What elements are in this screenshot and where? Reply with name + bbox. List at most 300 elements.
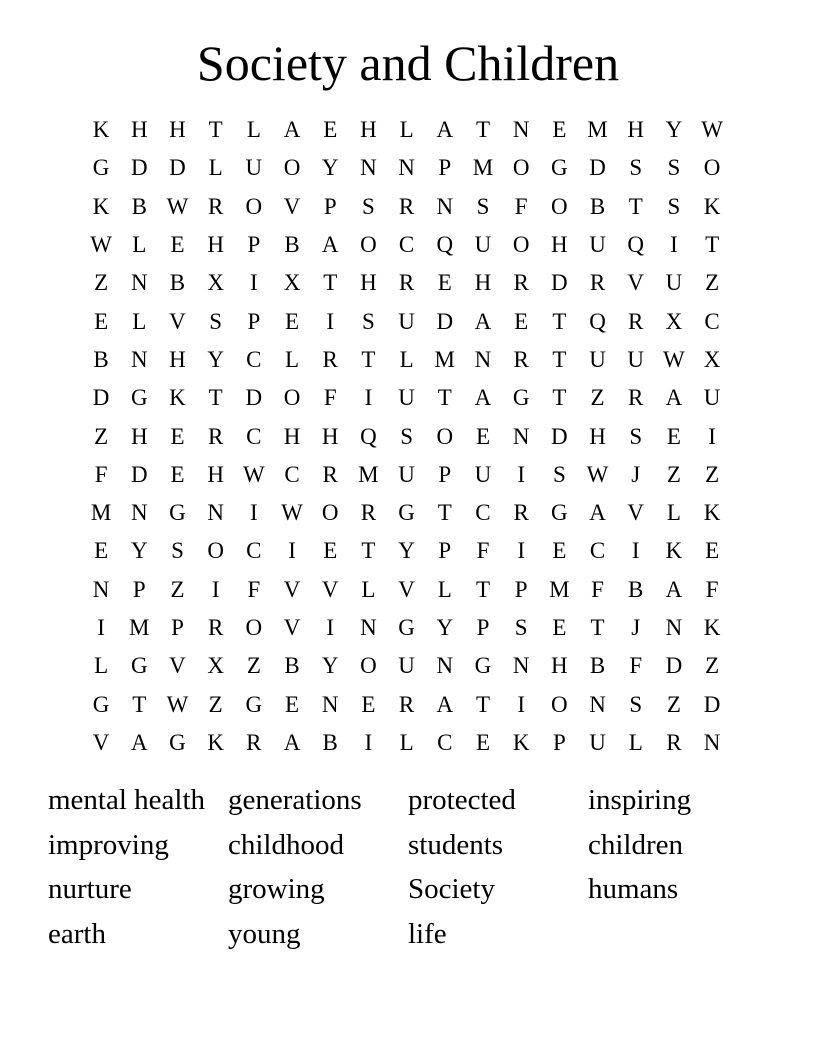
grid-letter: H bbox=[360, 270, 377, 296]
grid-letter: R bbox=[322, 461, 338, 487]
grid-row bbox=[82, 302, 732, 340]
grid-letter: C bbox=[246, 538, 262, 564]
grid-letter: A bbox=[589, 500, 606, 526]
grid-letter: G bbox=[169, 729, 186, 755]
grid-letter: R bbox=[628, 385, 644, 411]
grid-letter: I bbox=[97, 615, 105, 640]
grid-letter: M bbox=[90, 500, 112, 526]
grid-letter: E bbox=[437, 270, 452, 296]
grid-letter: S bbox=[476, 193, 490, 219]
grid-row bbox=[82, 226, 732, 264]
grid-letter: L bbox=[399, 117, 414, 143]
grid-row bbox=[82, 532, 732, 570]
grid-letter: N bbox=[321, 691, 339, 717]
letter-grid bbox=[82, 111, 732, 762]
grid-letter: K bbox=[92, 193, 110, 219]
word-list-item: growing bbox=[228, 873, 325, 906]
grid-row bbox=[82, 264, 732, 302]
grid-letter: H bbox=[130, 117, 148, 143]
grid-letter: H bbox=[207, 461, 224, 487]
grid-letter: H bbox=[321, 423, 339, 449]
grid-letter: Q bbox=[436, 232, 454, 258]
grid-letter: L bbox=[246, 117, 261, 143]
grid-letter: U bbox=[398, 308, 415, 334]
grid-letter: B bbox=[284, 232, 300, 258]
grid-row bbox=[82, 149, 732, 187]
grid-letter: G bbox=[551, 155, 568, 181]
grid-letter: B bbox=[284, 653, 300, 679]
grid-letter: H bbox=[360, 117, 377, 143]
grid-row bbox=[82, 685, 732, 723]
grid-letter: E bbox=[323, 538, 338, 564]
grid-letter: E bbox=[552, 615, 567, 640]
grid-letter: Z bbox=[666, 461, 681, 487]
grid-letter: T bbox=[628, 193, 643, 219]
grid-letter: B bbox=[131, 193, 147, 219]
grid-letter: D bbox=[703, 691, 721, 717]
grid-letter: N bbox=[436, 193, 454, 219]
grid-letter: F bbox=[476, 538, 490, 564]
grid-letter: L bbox=[285, 346, 300, 372]
grid-letter: G bbox=[169, 500, 186, 526]
grid-letter: J bbox=[631, 615, 641, 640]
grid-letter: U bbox=[398, 461, 415, 487]
grid-letter: S bbox=[209, 308, 223, 334]
grid-letter: O bbox=[551, 193, 568, 219]
grid-letter: T bbox=[208, 385, 223, 411]
grid-letter: E bbox=[170, 461, 185, 487]
grid-letter: Z bbox=[94, 270, 109, 296]
grid-letter: V bbox=[283, 615, 301, 640]
grid-letter: C bbox=[704, 308, 720, 334]
grid-letter: I bbox=[708, 423, 716, 449]
grid-letter: A bbox=[321, 232, 339, 258]
grid-letter: U bbox=[474, 461, 492, 487]
grid-letter: G bbox=[130, 653, 148, 679]
grid-letter: R bbox=[398, 691, 415, 717]
grid-letter: O bbox=[207, 538, 224, 564]
grid-letter: V bbox=[283, 576, 301, 602]
grid-letter: V bbox=[627, 270, 645, 296]
grid-letter: O bbox=[360, 232, 377, 258]
grid-letter: K bbox=[207, 729, 224, 755]
grid-letter: E bbox=[666, 423, 681, 449]
grid-letter: R bbox=[207, 193, 224, 219]
grid-letter: X bbox=[207, 653, 224, 679]
grid-letter: H bbox=[283, 423, 301, 449]
grid-letter: Y bbox=[321, 653, 339, 679]
grid-row bbox=[82, 417, 732, 455]
grid-letter: I bbox=[326, 615, 335, 640]
grid-letter: W bbox=[90, 232, 112, 258]
grid-letter: T bbox=[437, 500, 452, 526]
grid-letter: E bbox=[475, 423, 490, 449]
word-list-item: childhood bbox=[228, 828, 344, 861]
grid-letter: D bbox=[130, 461, 148, 487]
grid-letter: N bbox=[512, 117, 530, 143]
grid-letter: A bbox=[665, 385, 683, 411]
grid-letter: G bbox=[474, 653, 492, 679]
grid-letter: L bbox=[132, 232, 147, 258]
grid-letter: P bbox=[438, 461, 452, 487]
grid-letter: M bbox=[472, 155, 494, 181]
grid-letter: V bbox=[92, 729, 110, 755]
grid-letter: R bbox=[628, 308, 644, 334]
grid-letter: L bbox=[437, 576, 452, 602]
grid-letter: W bbox=[663, 346, 685, 372]
grid-letter: C bbox=[437, 729, 453, 755]
grid-letter: E bbox=[285, 691, 300, 717]
grid-letter: N bbox=[512, 423, 530, 449]
grid-row bbox=[82, 571, 732, 609]
grid-letter: F bbox=[705, 576, 719, 602]
grid-letter: N bbox=[360, 155, 377, 181]
grid-letter: G bbox=[398, 500, 415, 526]
grid-letter: I bbox=[517, 538, 525, 564]
grid-letter: L bbox=[399, 346, 414, 372]
grid-letter: P bbox=[323, 193, 337, 219]
grid-letter: N bbox=[474, 346, 492, 372]
grid-letter: R bbox=[398, 193, 415, 219]
grid-letter: A bbox=[436, 117, 454, 143]
grid-row bbox=[82, 111, 732, 149]
grid-letter: Z bbox=[94, 423, 109, 449]
grid-letter: R bbox=[322, 346, 338, 372]
grid-row bbox=[82, 724, 732, 762]
grid-letter: G bbox=[130, 385, 148, 411]
grid-letter: S bbox=[667, 155, 681, 181]
grid-letter: O bbox=[703, 155, 721, 181]
grid-letter: C bbox=[475, 500, 491, 526]
grid-letter: T bbox=[475, 691, 490, 717]
grid-row bbox=[82, 609, 732, 647]
word-list-item: generations bbox=[228, 784, 362, 816]
grid-letter: S bbox=[629, 691, 643, 717]
grid-letter: Y bbox=[665, 117, 683, 143]
grid-letter: S bbox=[629, 155, 643, 181]
grid-letter: E bbox=[475, 729, 490, 755]
grid-letter: Z bbox=[590, 385, 605, 411]
grid-letter: I bbox=[250, 500, 258, 526]
grid-letter: G bbox=[245, 691, 263, 717]
grid-letter: O bbox=[245, 193, 263, 219]
grid-letter: H bbox=[551, 232, 568, 258]
grid-letter: V bbox=[283, 193, 301, 219]
grid-letter: N bbox=[703, 729, 721, 755]
grid-letter: D bbox=[589, 155, 606, 181]
grid-letter: I bbox=[250, 270, 258, 296]
grid-letter: E bbox=[552, 538, 567, 564]
grid-letter: S bbox=[552, 461, 566, 487]
grid-letter: Q bbox=[627, 232, 645, 258]
word-list-item: students bbox=[408, 828, 504, 861]
grid-letter: R bbox=[360, 500, 377, 526]
grid-letter: O bbox=[512, 232, 530, 258]
grid-letter: R bbox=[513, 500, 529, 526]
grid-letter: U bbox=[665, 270, 683, 296]
grid-letter: P bbox=[247, 308, 261, 334]
grid-letter: Q bbox=[589, 308, 606, 334]
grid-letter: Z bbox=[246, 653, 261, 679]
word-list-item: young bbox=[228, 918, 301, 951]
grid-letter: A bbox=[474, 385, 492, 411]
grid-letter: P bbox=[247, 232, 261, 258]
grid-letter: Z bbox=[170, 576, 185, 602]
grid-letter: V bbox=[169, 653, 186, 679]
grid-letter: G bbox=[551, 500, 568, 526]
grid-letter: F bbox=[94, 461, 108, 487]
grid-letter: U bbox=[589, 346, 606, 372]
grid-letter: V bbox=[398, 576, 415, 602]
grid-letter: G bbox=[398, 615, 415, 640]
grid-letter: M bbox=[129, 615, 150, 640]
grid-letter: O bbox=[551, 691, 568, 717]
grid-letter: S bbox=[629, 423, 643, 449]
grid-letter: X bbox=[665, 308, 683, 334]
grid-letter: D bbox=[92, 385, 110, 411]
grid-letter: T bbox=[132, 691, 147, 717]
word-list-item: improving bbox=[48, 828, 169, 861]
grid-letter: F bbox=[591, 576, 604, 602]
grid-letter: H bbox=[130, 423, 148, 449]
grid-letter: K bbox=[512, 729, 530, 755]
grid-letter: E bbox=[285, 308, 300, 334]
grid-letter: L bbox=[399, 729, 414, 755]
grid-letter: Y bbox=[398, 538, 415, 564]
grid-letter: B bbox=[322, 729, 338, 755]
grid-letter: D bbox=[130, 155, 148, 181]
grid-letter: N bbox=[665, 615, 683, 640]
grid-letter: X bbox=[207, 270, 224, 296]
word-list-item: protected bbox=[408, 784, 516, 816]
grid-letter: B bbox=[93, 346, 109, 372]
grid-letter: Y bbox=[207, 346, 224, 372]
grid-letter: M bbox=[549, 576, 570, 602]
grid-letter: C bbox=[398, 232, 415, 258]
grid-letter: W bbox=[242, 461, 265, 487]
grid-letter: O bbox=[436, 423, 454, 449]
grid-letter: P bbox=[132, 576, 146, 602]
grid-letter: N bbox=[398, 155, 415, 181]
grid-letter: L bbox=[132, 308, 147, 334]
grid-letter: B bbox=[589, 193, 606, 219]
grid-letter: G bbox=[512, 385, 530, 411]
grid-letter: Z bbox=[208, 691, 223, 717]
grid-letter: S bbox=[667, 193, 681, 219]
grid-row bbox=[82, 341, 732, 379]
grid-letter: G bbox=[92, 691, 110, 717]
grid-letter: K bbox=[703, 615, 721, 640]
grid-letter: T bbox=[475, 576, 490, 602]
grid-letter: Y bbox=[130, 538, 148, 564]
grid-letter: Q bbox=[360, 423, 377, 449]
grid-letter: T bbox=[208, 117, 223, 143]
word-list-item: Society bbox=[408, 873, 495, 906]
grid-letter: U bbox=[703, 385, 721, 411]
word-list-item: life bbox=[408, 918, 447, 951]
grid-letter: K bbox=[703, 500, 721, 526]
grid-letter: I bbox=[631, 538, 640, 564]
grid-letter: T bbox=[475, 117, 490, 143]
grid-letter: I bbox=[364, 385, 373, 411]
grid-letter: F bbox=[247, 576, 261, 602]
grid-letter: A bbox=[665, 576, 683, 602]
grid-letter: U bbox=[398, 653, 415, 679]
grid-letter: E bbox=[514, 308, 529, 334]
grid-letter: B bbox=[589, 653, 606, 679]
grid-letter: N bbox=[207, 500, 224, 526]
grid-letter: N bbox=[130, 500, 148, 526]
grid-letter: N bbox=[436, 653, 454, 679]
grid-letter: W bbox=[166, 193, 189, 219]
grid-letter: P bbox=[171, 615, 184, 640]
word-list-item: mental health bbox=[48, 784, 206, 816]
grid-letter: F bbox=[323, 385, 337, 411]
grid-letter: R bbox=[513, 270, 529, 296]
grid-letter: L bbox=[208, 155, 223, 181]
grid-letter: W bbox=[586, 461, 609, 487]
grid-letter: U bbox=[589, 729, 606, 755]
grid-letter: T bbox=[705, 232, 720, 258]
grid-letter: K bbox=[92, 117, 110, 143]
word-list-item: inspiring bbox=[588, 784, 692, 816]
grid-letter: P bbox=[514, 576, 528, 602]
grid-letter: T bbox=[437, 385, 452, 411]
grid-letter: U bbox=[474, 232, 492, 258]
grid-letter: W bbox=[701, 117, 723, 143]
grid-letter: D bbox=[436, 308, 454, 334]
grid-letter: H bbox=[169, 346, 186, 372]
grid-letter: R bbox=[207, 615, 224, 640]
grid-letter: S bbox=[362, 308, 375, 334]
grid-letter: E bbox=[705, 538, 720, 564]
grid-letter: I bbox=[517, 691, 525, 717]
grid-letter: H bbox=[207, 232, 224, 258]
grid-letter: T bbox=[552, 308, 567, 334]
grid-letter: B bbox=[169, 270, 186, 296]
word-list-item: nurture bbox=[48, 873, 132, 906]
grid-letter: U bbox=[398, 385, 415, 411]
grid-letter: C bbox=[246, 423, 262, 449]
grid-row bbox=[82, 494, 732, 532]
grid-letter: H bbox=[627, 117, 645, 143]
grid-letter: E bbox=[552, 117, 567, 143]
grid-letter: O bbox=[245, 615, 263, 640]
grid-letter: A bbox=[130, 729, 148, 755]
grid-letter: F bbox=[514, 193, 528, 219]
grid-letter: D bbox=[169, 155, 186, 181]
grid-letter: D bbox=[551, 270, 568, 296]
grid-letter: G bbox=[92, 155, 110, 181]
grid-letter: R bbox=[589, 270, 606, 296]
grid-letter: E bbox=[94, 308, 109, 334]
grid-letter: L bbox=[628, 729, 643, 755]
grid-letter: O bbox=[283, 155, 301, 181]
grid-letter: A bbox=[474, 308, 492, 334]
word-list-item: earth bbox=[48, 918, 106, 951]
grid-letter: H bbox=[551, 653, 568, 679]
grid-letter: C bbox=[284, 461, 300, 487]
grid-letter: E bbox=[170, 423, 185, 449]
grid-row bbox=[82, 188, 732, 226]
grid-letter: T bbox=[552, 346, 567, 372]
grid-letter: C bbox=[589, 538, 606, 564]
grid-letter: Z bbox=[705, 653, 720, 679]
grid-letter: Z bbox=[666, 691, 681, 717]
grid-letter: O bbox=[321, 500, 339, 526]
grid-letter: B bbox=[628, 576, 644, 602]
grid-letter: T bbox=[590, 615, 605, 640]
grid-letter: O bbox=[512, 155, 530, 181]
grid-letter: S bbox=[362, 193, 375, 219]
grid-letter: K bbox=[169, 385, 186, 411]
grid-letter: U bbox=[627, 346, 645, 372]
grid-letter: N bbox=[360, 615, 377, 640]
grid-letter: L bbox=[666, 500, 681, 526]
grid-letter: T bbox=[361, 346, 376, 372]
grid-letter: K bbox=[665, 538, 683, 564]
grid-letter: A bbox=[436, 691, 454, 717]
grid-letter: H bbox=[169, 117, 186, 143]
grid-letter: J bbox=[631, 461, 641, 487]
grid-letter: I bbox=[517, 461, 525, 487]
grid-letter: Z bbox=[705, 270, 720, 296]
grid-letter: E bbox=[361, 691, 376, 717]
grid-letter: N bbox=[130, 346, 148, 372]
grid-letter: R bbox=[513, 346, 529, 372]
grid-row bbox=[82, 647, 732, 685]
grid-letter: X bbox=[283, 270, 301, 296]
grid-letter: K bbox=[703, 193, 721, 219]
grid-letter: S bbox=[171, 538, 184, 564]
grid-letter: M bbox=[434, 346, 455, 372]
grid-letter: S bbox=[514, 615, 528, 640]
grid-letter: O bbox=[360, 653, 377, 679]
page-title: Society and Children bbox=[196, 35, 620, 91]
grid-letter: Y bbox=[321, 155, 339, 181]
grid-letter: M bbox=[358, 461, 379, 487]
grid-letter: P bbox=[438, 155, 452, 181]
grid-letter: A bbox=[283, 117, 301, 143]
grid-letter: E bbox=[94, 538, 109, 564]
grid-letter: V bbox=[627, 500, 645, 526]
word-list-item: children bbox=[588, 828, 684, 861]
grid-letter: O bbox=[283, 385, 301, 411]
grid-row bbox=[82, 456, 732, 494]
grid-letter: W bbox=[281, 500, 303, 526]
grid-letter: P bbox=[476, 615, 490, 640]
grid-letter: I bbox=[211, 576, 220, 602]
grid-letter: Y bbox=[436, 615, 454, 640]
grid-letter: D bbox=[551, 423, 568, 449]
grid-letter: I bbox=[670, 232, 678, 258]
grid-letter: A bbox=[283, 729, 301, 755]
grid-letter: V bbox=[321, 576, 339, 602]
grid-letter: R bbox=[666, 729, 682, 755]
grid-letter: R bbox=[398, 270, 415, 296]
grid-letter: M bbox=[587, 117, 608, 143]
grid-letter: I bbox=[364, 729, 373, 755]
grid-letter: R bbox=[246, 729, 262, 755]
grid-letter: P bbox=[438, 538, 452, 564]
grid-letter: V bbox=[169, 308, 186, 334]
grid-letter: E bbox=[323, 117, 338, 143]
grid-letter: H bbox=[474, 270, 492, 296]
grid-letter: T bbox=[361, 538, 376, 564]
grid-letter: C bbox=[246, 346, 262, 372]
grid-letter: S bbox=[400, 423, 413, 449]
grid-letter: X bbox=[703, 346, 721, 372]
